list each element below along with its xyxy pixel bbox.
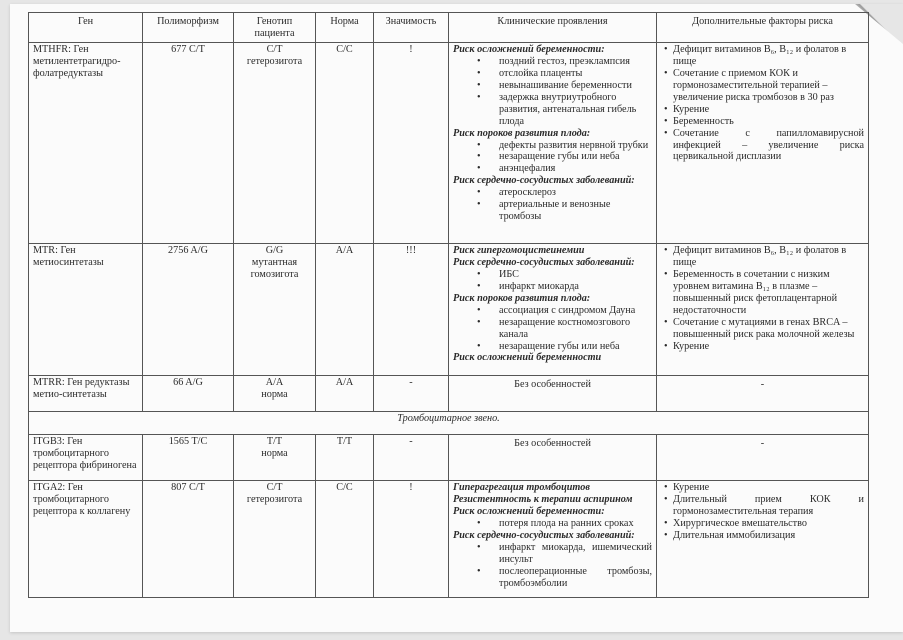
clinical-list xyxy=(453,542,652,590)
genotype-cell xyxy=(234,376,316,412)
polymorphism-cell: 2756 A/G xyxy=(143,244,234,376)
header-polymorphism: Полиморфизм xyxy=(143,13,234,43)
norm-cell: T/T xyxy=(316,435,374,481)
clinical-heading: Риск сердечно-сосудистых заболеваний: xyxy=(453,175,635,187)
polymorphism-cell: 66 A/G xyxy=(143,376,234,412)
clinical-list xyxy=(453,305,652,353)
header-row xyxy=(29,13,869,43)
header-significance: Значимость xyxy=(374,13,449,43)
table-row-itgb3 xyxy=(29,435,869,481)
gene-cell: ITGB3: Ген тромбоцитарного рецептора фибриногена xyxy=(29,435,143,481)
list-item: • Беременность xyxy=(673,116,864,128)
clinical-heading: Риск сердечно-сосудистых заболеваний: xyxy=(453,256,635,268)
list-item: • поздний гестоз, преэклампсия xyxy=(489,56,652,68)
genotype-cell xyxy=(234,435,316,481)
clinical-cell xyxy=(449,43,657,244)
clinical-list xyxy=(453,56,652,128)
table-row-mtrr xyxy=(29,376,869,412)
polymorphism-cell: 1565 T/C xyxy=(143,435,234,481)
clinical-list xyxy=(453,187,652,223)
genotype-label: норма xyxy=(261,388,288,400)
list-item: • атеросклероз xyxy=(489,187,652,199)
list-item: • Сочетание с приемом КОК и гормонозаместительной терапией – увеличение риска тромбозов в 30 раз xyxy=(673,68,864,104)
clinical-heading: Риск пороков развития плода: xyxy=(453,127,591,139)
risk-factors-cell xyxy=(657,435,869,481)
list-item: • инфаркт миокарда, ишемический инсульт xyxy=(489,542,652,566)
norm-cell: A/A xyxy=(316,376,374,412)
list-item: • Хирургическое вмешательство xyxy=(673,518,864,530)
risk-factors-cell xyxy=(657,376,869,412)
table-row-mthfr xyxy=(29,43,869,244)
clinical-heading: Резистентность к терапии аспирином xyxy=(453,493,633,505)
list-item: • потеря плода на ранних сроках xyxy=(489,518,652,530)
genotype-value: A/A xyxy=(265,377,284,388)
gene-cell: MTHFR: Ген метилентетрагидро-фолатредуктазы xyxy=(29,43,143,244)
genotype-label: гетерозигота xyxy=(246,493,303,505)
list-item: • незаращение губы или неба xyxy=(489,341,652,353)
list-item: • Длительный прием КОК и гормонозаместительная терапия xyxy=(673,494,864,518)
genotype-label: норма xyxy=(261,447,288,459)
clinical-cell xyxy=(449,244,657,376)
section-title: Тромбоцитарное звено. xyxy=(29,412,869,435)
table-row-mtr xyxy=(29,244,869,376)
gene-cell: ITGA2: Ген тромбоцитарного рецептора к коллагену xyxy=(29,481,143,598)
risk-factors-cell xyxy=(657,481,869,598)
polymorphism-cell: 677 C/T xyxy=(143,43,234,244)
significance-cell: !!! xyxy=(374,244,449,376)
risk-list xyxy=(661,44,864,163)
clinical-list xyxy=(453,269,652,293)
list-item: • Беременность в сочетании с низким уровнем витамина B₁₂ в плазме – повышенный риск фетоплацентарной недостаточности xyxy=(673,269,864,317)
clinical-heading: Риск осложнений беременности: xyxy=(453,44,605,55)
list-item: • анэнцефалия xyxy=(489,163,652,175)
list-item: • Длительная иммобилизация xyxy=(673,530,864,542)
list-item: • отслойка плаценты xyxy=(489,68,652,80)
list-item: • невынашивание беременности xyxy=(489,80,652,92)
clinical-heading: Гиперагрегация тромбоцитов xyxy=(453,482,590,493)
list-item: • Дефицит витаминов B₆, B₁₂ и фолатов в пище xyxy=(673,245,864,269)
risk-factors-cell xyxy=(657,244,869,376)
list-item: • задержка внутриутробного развития, антенатальная гибель плода xyxy=(489,92,652,128)
clinical-text: Без особенностей xyxy=(514,379,591,390)
significance-cell: - xyxy=(374,376,449,412)
genotype-cell xyxy=(234,481,316,598)
risk-text: - xyxy=(760,438,765,449)
clinical-heading: Риск гипергомоцистеинемии xyxy=(453,245,585,256)
clinical-list xyxy=(453,518,652,530)
list-item: • Дефицит витаминов B₆, B₁₂ и фолатов в пище xyxy=(673,44,864,68)
clinical-cell xyxy=(449,435,657,481)
clinical-text: Без особенностей xyxy=(514,438,591,449)
header-norm: Норма xyxy=(316,13,374,43)
header-risk-factors: Дополнительные факторы риска xyxy=(657,13,869,43)
list-item: • Курение xyxy=(673,341,864,353)
clinical-cell xyxy=(449,376,657,412)
significance-cell: ! xyxy=(374,481,449,598)
clinical-heading: Риск пороков развития плода: xyxy=(453,292,591,304)
risk-factors-cell xyxy=(657,43,869,244)
list-item: • Сочетание с мутациями в генах BRCA – повышенный риск рака молочной железы xyxy=(673,317,864,341)
list-item: • дефекты развития нервной трубки xyxy=(489,140,652,152)
clinical-heading: Риск осложнений беременности xyxy=(453,352,602,364)
risk-text: - xyxy=(760,379,765,390)
genotype-cell xyxy=(234,244,316,376)
genotype-label: мутантная гомозигота xyxy=(250,256,299,280)
gene-cell: MTR: Ген метиосинтетазы xyxy=(29,244,143,376)
list-item: • послеоперационные тромбозы, тромбоэмболии xyxy=(489,566,652,590)
list-item: • незаращение костномозгового канала xyxy=(489,317,652,341)
genotype-value: C/T xyxy=(266,482,283,493)
genotype-value: G/G xyxy=(265,245,284,256)
norm-cell: C/C xyxy=(316,481,374,598)
genotype-cell xyxy=(234,43,316,244)
risk-list xyxy=(661,482,864,542)
clinical-heading: Риск сердечно-сосудистых заболеваний: xyxy=(453,529,635,541)
header-genotype: Генотип пациента xyxy=(234,13,316,43)
list-item: • ассоциация с синдромом Дауна xyxy=(489,305,652,317)
list-item: • инфаркт миокарда xyxy=(489,281,652,293)
clinical-heading: Риск осложнений беременности: xyxy=(453,505,605,517)
clinical-list xyxy=(453,140,652,176)
header-gene: Ген xyxy=(29,13,143,43)
significance-cell: ! xyxy=(374,43,449,244)
list-item: • незаращение губы или неба xyxy=(489,151,652,163)
polymorphism-cell: 807 C/T xyxy=(143,481,234,598)
norm-cell: A/A xyxy=(316,244,374,376)
genetics-table xyxy=(28,12,869,598)
list-item: • артериальные и венозные тромбозы xyxy=(489,199,652,223)
table-row-itga2 xyxy=(29,481,869,598)
risk-list xyxy=(661,245,864,352)
list-item: • Курение xyxy=(673,482,864,494)
section-row xyxy=(29,412,869,435)
genotype-text: C/T гетерозигота xyxy=(246,44,303,67)
significance-cell: - xyxy=(374,435,449,481)
header-clinical: Клинические проявления xyxy=(449,13,657,43)
list-item: • ИБС xyxy=(489,269,652,281)
clinical-cell xyxy=(449,481,657,598)
gene-cell: MTRR: Ген редуктазы метио-синтетазы xyxy=(29,376,143,412)
list-item: • Курение xyxy=(673,104,864,116)
genotype-value: T/T xyxy=(266,436,283,447)
norm-cell: C/C xyxy=(316,43,374,244)
list-item: • Сочетание с папилломавирусной инфекцией – увеличение риска цервикальной дисплазии xyxy=(673,128,864,164)
